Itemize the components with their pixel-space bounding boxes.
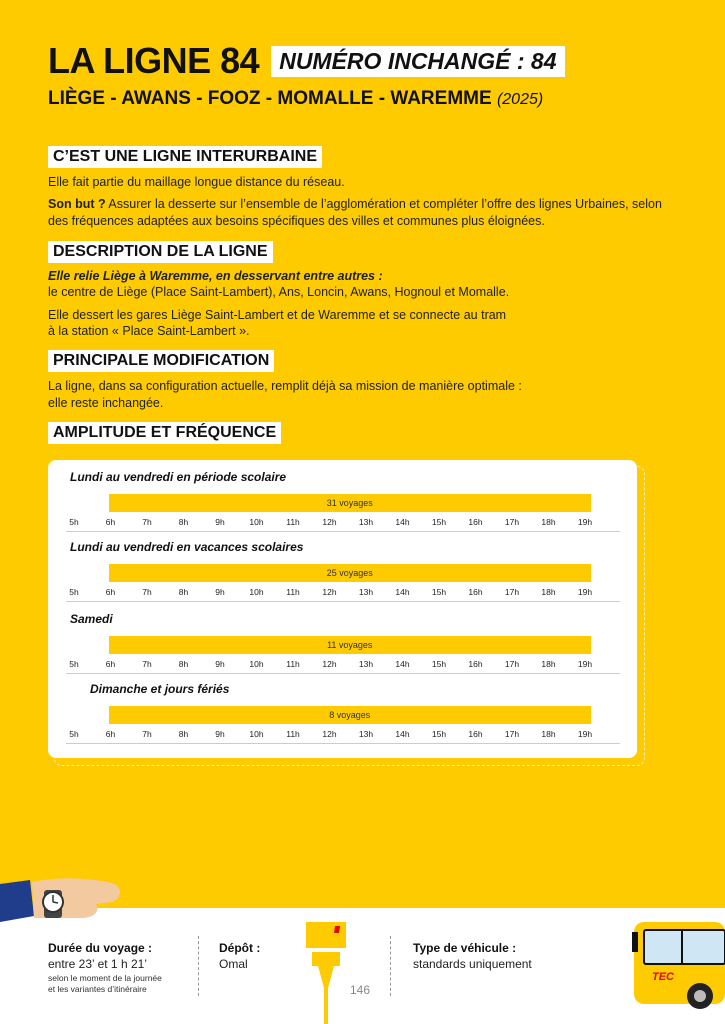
hour-tick: 5h [69,587,79,597]
interurbaine-p2-bold: Son but ? [48,197,106,211]
schedule-card [48,460,637,758]
number-badge: NUMÉRO INCHANGÉ : 84 [271,46,564,77]
hour-tick: 8h [178,517,189,527]
hour-tick: 9h [215,659,225,669]
hour-axis [66,729,620,744]
hour-tick: 15h [431,729,447,739]
hour-tick: 10h [249,587,264,597]
route-year: (2025) [496,91,544,108]
hour-tick: 8h [178,729,189,739]
hour-tick: 8h [178,659,189,669]
hour-tick: 16h [468,729,483,739]
depot-sign-icon [306,922,348,1024]
hour-tick: 6h [105,517,116,527]
schedule-title: Lundi au vendredi en vacances scolaires [70,540,304,554]
modification-p1a: La ligne, dans sa configuration actuelle, remplit déjà sa mission de manière optimale : [48,379,522,393]
hour-tick: 18h [541,587,556,597]
interurbaine-p2-text: Assurer la desserte sur l’ensemble de l’agglomération et compléter l’offre des lignes Urbaines, selon des fréquences adaptées aux besoins spécifiques des villes et communes plus éloignées. [48,197,662,228]
duree-value: entre 23’ et 1 h 21’ [48,957,147,971]
hour-tick: 17h [504,587,520,597]
hour-tick: 19h [577,587,593,597]
section-heading-description: DESCRIPTION DE LA LIGNE [48,241,273,263]
hour-tick: 15h [431,659,447,669]
hour-axis [66,587,620,602]
description-p2a: Elle dessert les gares Liège Saint-Lambert et de Waremme et se connecte au tram [48,308,507,322]
hour-tick: 7h [142,659,152,669]
hour-tick: 13h [358,517,374,527]
hour-tick: 11h [286,659,300,669]
hour-tick: 11h [286,517,300,527]
hour-tick: 16h [468,659,483,669]
route-text: LIÈGE - AWANS - FOOZ - MOMALLE - WAREMME [48,88,492,109]
hour-tick: 17h [504,729,520,739]
title-row [48,38,565,84]
hour-tick: 9h [215,517,225,527]
hour-tick: 8h [178,587,189,597]
hour-tick: 13h [358,729,374,739]
service-bar: 25 voyages [109,564,592,582]
hour-tick: 12h [322,587,337,597]
description-p2b: à la station « Place Saint-Lambert ». [48,324,250,338]
section-heading-modification: PRINCIPALE MODIFICATION [48,350,274,372]
hour-tick: 13h [358,659,374,669]
hour-tick: 17h [504,659,520,669]
vehicule-label: Type de véhicule : [413,941,517,955]
hour-tick: 9h [215,729,225,739]
hour-tick: 15h [431,587,447,597]
hour-tick: 17h [504,517,520,527]
hour-tick: 19h [577,659,593,669]
duree-note-1: selon le moment de la journée [48,973,162,983]
interurbaine-p1: Elle fait partie du maillage longue distance du réseau. [48,175,345,189]
hour-tick: 18h [541,517,556,527]
hour-tick: 12h [322,517,337,527]
hour-tick: 7h [142,729,152,739]
hour-tick: 6h [105,587,116,597]
hour-tick: 11h [286,729,300,739]
hour-tick: 16h [468,517,483,527]
tec-logo: TEC [652,971,674,983]
schedule-title: Lundi au vendredi en période scolaire [70,470,287,484]
hour-tick: 16h [468,587,483,597]
vehicule-value: standards uniquement [413,957,532,971]
sleeve-shape [0,880,34,922]
modification-p1b: elle reste inchangée. [48,396,164,410]
hour-tick: 13h [358,587,374,597]
hour-tick: 7h [142,517,152,527]
page-number: 146 [350,983,371,997]
schedule-title: Dimanche et jours fériés [90,682,230,696]
hour-tick: 5h [69,517,79,527]
hour-axis [66,659,620,674]
description-p1: le centre de Liège (Place Saint-Lambert), Ans, Loncin, Awans, Hognoul et Momalle. [48,285,510,299]
service-bar: 8 voyages [109,706,592,724]
hour-tick: 15h [431,517,447,527]
depot-label: Dépôt : [219,941,261,955]
hour-tick: 19h [577,517,593,527]
interurbaine-p2 [48,196,673,230]
hour-tick: 11h [286,587,300,597]
hour-tick: 14h [395,729,410,739]
separator [198,936,199,996]
hour-tick: 10h [249,517,264,527]
hour-tick: 12h [322,729,337,739]
wristwatch-illustration [0,876,125,936]
route-subtitle [48,88,543,110]
section-heading-interurbaine: C’EST UNE LIGNE INTERURBAINE [48,146,322,168]
hour-tick: 18h [541,729,556,739]
hour-tick: 9h [215,587,225,597]
hour-tick: 14h [395,517,410,527]
schedule-title: Samedi [70,612,113,626]
hour-tick: 6h [105,729,116,739]
hour-tick: 6h [105,659,116,669]
duree-label: Durée du voyage : [48,941,153,955]
hour-tick: 10h [249,659,264,669]
hour-tick: 7h [142,587,152,597]
page-title: LA LIGNE 84 [48,40,260,81]
hour-tick: 19h [577,729,593,739]
separator [390,936,391,996]
hour-tick: 12h [322,659,337,669]
service-bar: 31 voyages [109,494,592,512]
description-lead: Elle relie Liège à Waremme, en desservant entre autres : [48,269,383,283]
service-bar: 11 voyages [109,636,592,654]
hour-tick: 18h [541,659,556,669]
hour-tick: 14h [395,659,410,669]
hour-tick: 5h [69,659,79,669]
section-heading-amplitude: AMPLITUDE ET FRÉQUENCE [48,422,281,444]
bus-icon [630,918,725,1010]
duree-note-2: et les variantes d’itinéraire [48,984,147,994]
depot-value: Omal [219,957,248,971]
hour-axis [66,517,620,532]
hour-tick: 14h [395,587,410,597]
hour-tick: 10h [249,729,264,739]
hour-tick: 5h [69,729,79,739]
